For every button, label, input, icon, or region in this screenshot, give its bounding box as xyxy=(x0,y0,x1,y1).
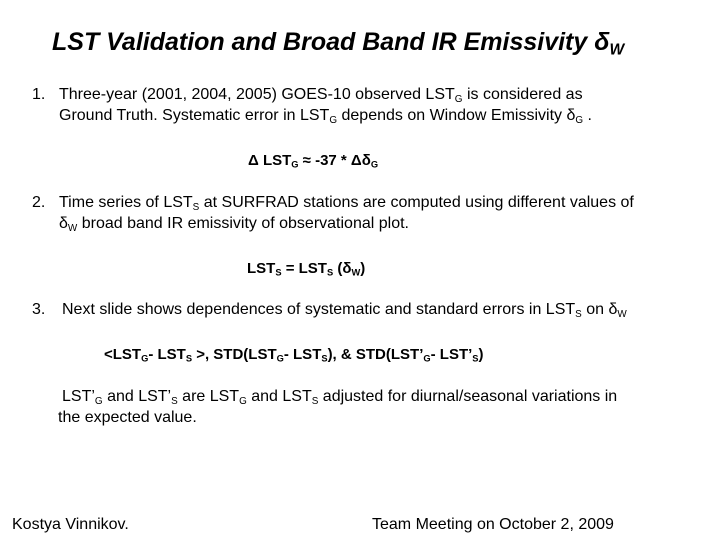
slide-title: LST Validation and Broad Band IR Emissivity $\delta_W$ xyxy=(52,28,625,59)
note-line-1: $LST’_G$ and $LST’_S$ are $LST_G$ and $LST_S$ adjusted for diurnal/seasonal variations in xyxy=(62,388,618,407)
item-2-number: 2. xyxy=(32,194,46,211)
item-1-number: 1. xyxy=(32,86,46,103)
footer-meeting: Team Meeting on October 2, 2009 xyxy=(372,516,614,533)
formula-3: $<LST_G-$ $LST_S$ >, $STD(LST_G-$ $LST_S$), & $STD(LST’_G-$ $LST’_S$) xyxy=(104,346,484,364)
footer-author: Kostya Vinnikov. xyxy=(12,516,129,533)
item-1-line-2: Ground Truth. Systematic error in $LST_G$ depends on Window Emissivity $\delta_G$ . xyxy=(59,107,592,126)
item-3-line-1: Next slide shows dependences of systematic and standard errors in $LST_S$ on $\delta_W$ xyxy=(62,301,627,320)
item-3-number: 3. xyxy=(32,301,46,318)
item-1-line-1: Three-year (2001, 2004, 2005) GOES-10 observed $LST_G$ is considered as xyxy=(59,86,583,105)
note-line-2: the expected value. xyxy=(58,409,197,426)
item-2-line-1: Time series of $LST_S$ at SURFRAD stations are computed using different values of xyxy=(59,194,634,213)
formula-2: $LST_S = LST_S$ $(\delta_W)$ xyxy=(247,260,366,278)
formula-1: Δ $LST_G \approx -37 * \Delta\delta_G$ xyxy=(248,152,379,170)
item-2-line-2: $\delta_W$ broad band IR emissivity of observational plot. xyxy=(59,215,409,234)
